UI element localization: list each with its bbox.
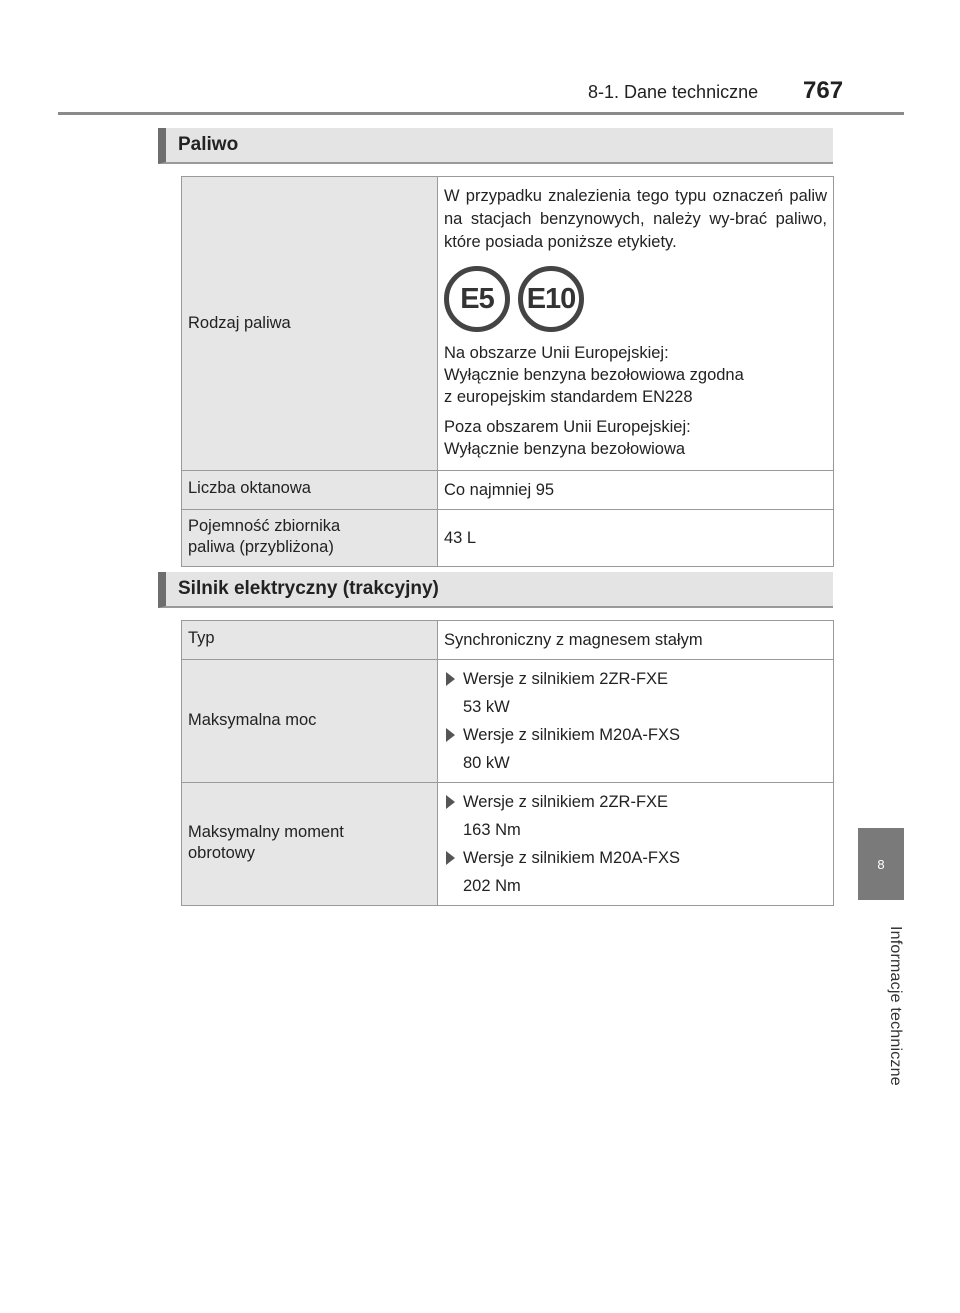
fuel-section-heading: Paliwo — [158, 128, 833, 164]
table-row — [182, 177, 834, 471]
table-row — [182, 510, 834, 567]
table-cell-value — [438, 783, 834, 906]
fuel-type-intro: W przypadku znalezienia tego typu oznaczeń paliw na stacjach benzynowych, należy wy-brać paliwo, które posiada poniższe etykiety. — [444, 187, 827, 251]
e5-badge-icon: E5 — [444, 266, 510, 332]
table-cell-value — [438, 177, 834, 471]
eu-line-2: z europejskim standardem EN228 — [444, 388, 693, 406]
power-variant-1-value: 53 kW — [463, 698, 510, 716]
chapter-label: Informacje techniczne — [887, 926, 904, 1086]
non-eu-line: Wyłącznie benzyna bezołowiowa — [444, 440, 686, 458]
octane-label: Liczba oktanowa — [182, 471, 438, 510]
chapter-tab[interactable]: 8 — [858, 828, 904, 900]
table-row — [182, 660, 834, 783]
torque-variant-2-name: Wersje z silnikiem M20A-FXS — [463, 849, 680, 867]
fuel-badges — [444, 266, 827, 332]
max-torque-label-line-2: obrotowy — [188, 844, 255, 862]
table-cell-value — [438, 660, 834, 783]
torque-variant-1-value: 163 Nm — [463, 821, 521, 839]
bullet-arrow-icon — [446, 672, 455, 686]
power-variant-2-name: Wersje z silnikiem M20A-FXS — [463, 726, 680, 744]
tank-label-line-1: Pojemność zbiornika — [188, 517, 341, 535]
table-row — [182, 471, 834, 510]
tank-label-line-2: paliwa (przybliżona) — [188, 538, 334, 556]
table-cell-label — [182, 783, 438, 906]
list-item — [444, 847, 827, 869]
power-variant-2-value: 80 kW — [463, 754, 510, 772]
fuel-spec-table — [181, 176, 834, 567]
table-row — [182, 783, 834, 906]
motor-spec-table — [181, 620, 834, 906]
power-variant-1-name: Wersje z silnikiem 2ZR-FXE — [463, 670, 669, 688]
list-item — [444, 791, 827, 813]
torque-variant-2-value: 202 Nm — [463, 877, 521, 895]
eu-title: Na obszarze Unii Europejskiej: — [444, 344, 669, 362]
bullet-arrow-icon — [446, 728, 455, 742]
bullet-arrow-icon — [446, 851, 455, 865]
octane-value: Co najmniej 95 — [438, 471, 834, 510]
list-item — [444, 724, 827, 746]
list-item — [444, 668, 827, 690]
table-cell-label — [182, 177, 438, 471]
header-divider — [58, 112, 904, 115]
non-eu-title: Poza obszarem Unii Europejskiej: — [444, 418, 691, 436]
e10-badge-icon: E10 — [518, 266, 584, 332]
page-number: 767 — [803, 77, 844, 104]
motor-section-heading: Silnik elektryczny (trakcyjny) — [158, 572, 833, 608]
eu-line-1: Wyłącznie benzyna bezołowiowa zgodna — [444, 366, 744, 384]
fuel-type-label: Rodzaj paliwa — [188, 314, 291, 332]
max-power-label: Maksymalna moc — [188, 710, 317, 729]
tank-label — [182, 510, 438, 567]
tank-value: 43 L — [438, 510, 834, 567]
max-torque-label-line-1: Maksymalny moment — [188, 823, 344, 841]
motor-type-value: Synchroniczny z magnesem stałym — [438, 621, 834, 660]
table-row — [182, 621, 834, 660]
bullet-arrow-icon — [446, 795, 455, 809]
torque-variant-1-name: Wersje z silnikiem 2ZR-FXE — [463, 793, 669, 811]
table-cell-label — [182, 660, 438, 783]
motor-type-label: Typ — [182, 621, 438, 660]
section-title: 8-1. Dane techniczne — [588, 82, 759, 102]
